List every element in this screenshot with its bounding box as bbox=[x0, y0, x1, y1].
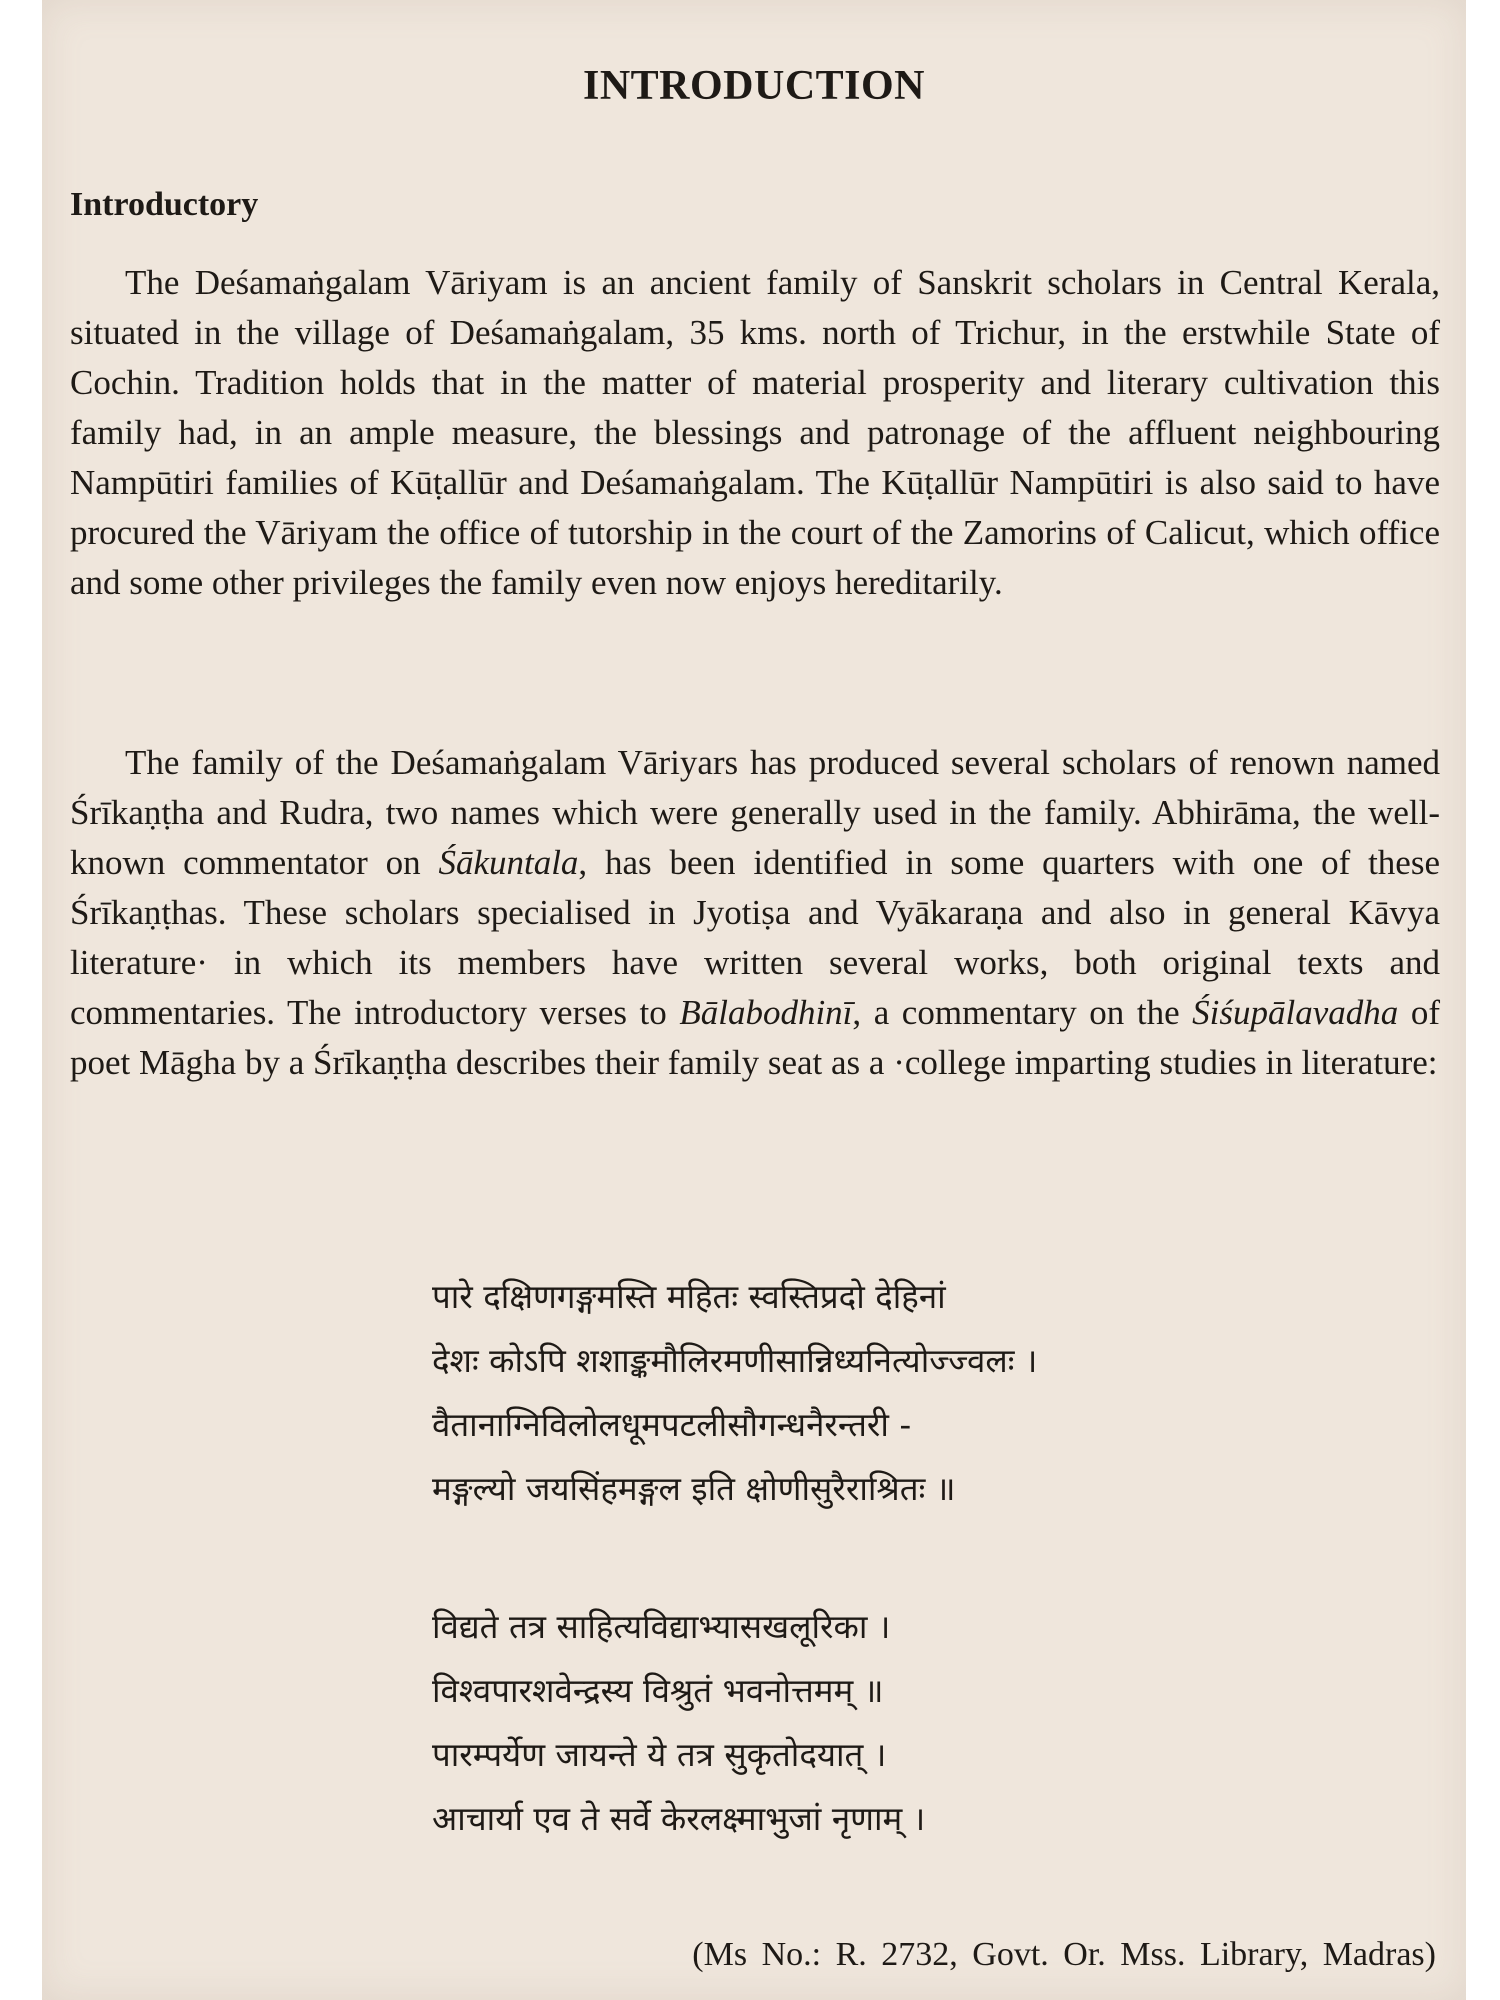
verse-line: मङ्गल्यो जयसिंहमङ्गल इति क्षोणीसुरैराश्रितः ॥ bbox=[432, 1469, 956, 1508]
sanskrit-verse-1 bbox=[432, 1265, 1392, 1521]
verse-line: विश्वपारशवेन्द्रस्य विश्रुतं भवनोत्तमम् ॥ bbox=[432, 1671, 884, 1710]
verse-line: पारे दक्षिणगङ्गमस्ति महितः स्वस्तिप्रदो देहिनां bbox=[432, 1277, 946, 1316]
verse-line: वैतानाग्निविलोलधूमपटलीसौगन्धनैरन्तरी - bbox=[432, 1405, 912, 1444]
verse-line: विद्यते तत्र साहित्यविद्याभ्यासखलूरिका । bbox=[432, 1607, 891, 1646]
paragraph-1: The Deśamaṅgalam Vāriyam is an ancient family of Sanskrit scholars in Central Kerala, situated in the village of Deśamaṅgalam, 35 kms. north of Trichur, in the erstwhile State of Cochin. Tradition holds that in the matter of material prosperity and literary cultivation this family had, in an ample measure, the blessings and patronage of the affluent neighbouring Nampūtiri families of Kūṭallūr and Deśamaṅgalam. The Kūṭallūr Nampūtiri is also said to have procured the Vāriyam the office of tutorship in the court of the Zamorins of Calicut, which office and some other privileges the family even now enjoys hereditarily. bbox=[70, 263, 1440, 602]
paragraph-2-text-3: , a commentary on the bbox=[852, 993, 1193, 1032]
italic-title-sisupalavadha: Śiśupālavadha bbox=[1192, 993, 1399, 1032]
book-page bbox=[42, 0, 1466, 2000]
paragraph-2-text-4: of poet Māgha by a Śrīkaṇṭha describes their family seat as a ·college imparting studies in literature: bbox=[70, 993, 1440, 1082]
paragraph-2-text-2: , has been identified in some quarters with one of these Śrīkaṇṭhas. These scholars specialised in Jyotiṣa and Vyākaraṇa and also in general Kāvya literature· in which its members have written several works, both original texts and commentaries. The introductory verses to bbox=[70, 843, 1440, 1032]
verse-line: देशः कोऽपि शशाङ्कमौलिरमणीसान्निध्यनित्योज्ज्वलः । bbox=[432, 1341, 1038, 1380]
verse-line: पारम्पर्येण जायन्ते ये तत्र सुकृतोदयात् । bbox=[432, 1735, 887, 1774]
paragraph-2 bbox=[70, 738, 1440, 1088]
italic-title-balabodhini: Bālabodhinī bbox=[679, 993, 853, 1032]
italic-title-sakuntala: Śākuntala bbox=[438, 843, 579, 882]
manuscript-source-citation: (Ms No.: R. 2732, Govt. Or. Mss. Library, Madras) bbox=[692, 1936, 1436, 1973]
verse-line: आचार्या एव ते सर्वे केरलक्ष्माभुजां नृणाम् । bbox=[432, 1799, 926, 1838]
section-heading: Introductory bbox=[70, 186, 259, 223]
paragraph-2-text-1: The family of the Deśamaṅgalam Vāriyars has produced several scholars of renown named Śrīkaṇṭha and Rudra, two names which were generally used in the family. Abhirāma, the well-known commentator on bbox=[70, 743, 1440, 882]
sanskrit-verse-2 bbox=[432, 1595, 1392, 1851]
page-title: INTRODUCTION bbox=[582, 63, 926, 109]
